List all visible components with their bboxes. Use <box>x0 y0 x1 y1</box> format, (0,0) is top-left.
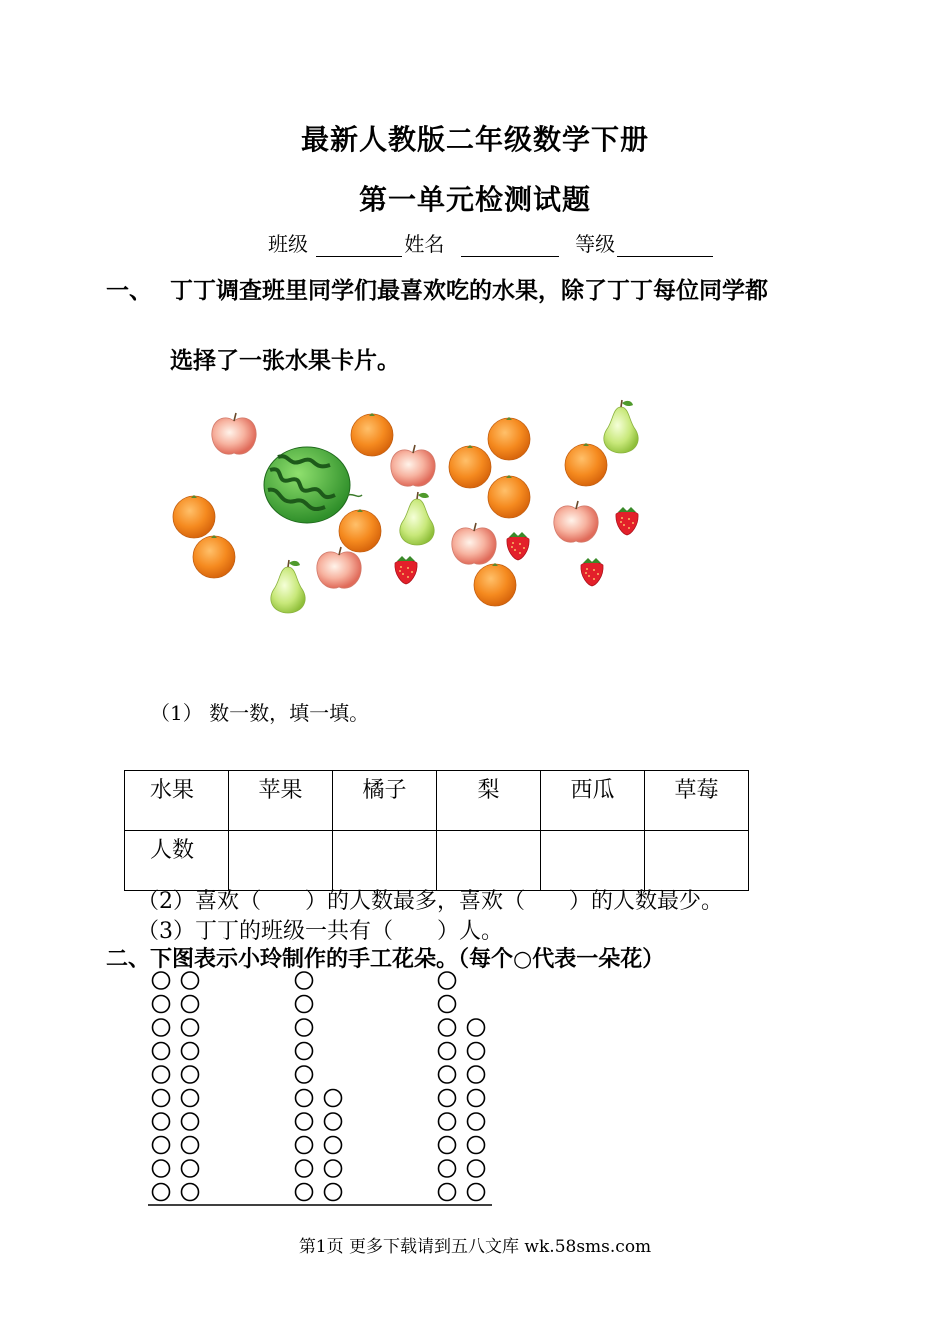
question-1-number: 一、 <box>106 277 152 304</box>
flower-circle <box>468 1113 485 1130</box>
flower-circle <box>153 1113 170 1130</box>
table-row <box>125 831 749 891</box>
grade-blank[interactable] <box>617 236 713 257</box>
flower-circle <box>468 1160 485 1177</box>
table-cell: 西瓜 <box>541 771 645 831</box>
name-label: 姓名 <box>404 232 445 256</box>
flower-circle <box>439 1090 456 1107</box>
answer-cell[interactable] <box>541 831 645 891</box>
page-footer: 第1页 更多下载请到五八文库 wk.58sms.com <box>298 1237 652 1257</box>
answer-cell[interactable] <box>229 831 333 891</box>
flower-pictograph <box>140 970 500 1212</box>
table-cell: 草莓 <box>645 771 749 831</box>
student-info-line <box>268 228 715 257</box>
flower-circle <box>296 1043 313 1060</box>
flower-circle <box>325 1160 342 1177</box>
grade-label: 等级 <box>575 232 616 256</box>
flower-circle <box>182 1043 199 1060</box>
flower-circle <box>153 1043 170 1060</box>
question-1-part-3: （3）丁丁的班级一共有（ ）人。 <box>137 919 503 944</box>
flower-circle <box>439 1113 456 1130</box>
flower-circle <box>468 1066 485 1083</box>
flower-circle <box>296 1019 313 1036</box>
flower-circle <box>296 1184 313 1201</box>
page-subtitle: 第一单元检测试题 <box>358 183 591 216</box>
strawberry-icon <box>395 507 638 586</box>
flower-circle <box>439 972 456 989</box>
flower-circle <box>439 1160 456 1177</box>
flower-circle <box>296 972 313 989</box>
flower-circle <box>153 1184 170 1201</box>
flower-circle <box>439 1066 456 1083</box>
flower-circle <box>182 972 199 989</box>
table-cell: 橘子 <box>333 771 437 831</box>
flower-circle <box>296 996 313 1013</box>
class-label: 班级 <box>268 232 308 256</box>
table-cell: 苹果 <box>229 771 333 831</box>
flower-circle <box>182 1090 199 1107</box>
flower-circle <box>296 1066 313 1083</box>
flower-circle <box>182 1019 199 1036</box>
flower-circle <box>153 1160 170 1177</box>
flower-circle <box>296 1090 313 1107</box>
flower-circle <box>439 1137 456 1154</box>
flower-circle <box>153 996 170 1013</box>
table-row <box>125 771 749 831</box>
flower-circle <box>325 1184 342 1201</box>
page-title: 最新人教版二年级数学下册 <box>300 123 649 156</box>
answer-cell[interactable] <box>437 831 541 891</box>
flower-circle <box>182 1160 199 1177</box>
question-1-part-2: （2）喜欢（ ）的人数最多，喜欢（ ）的人数最少。 <box>137 889 723 914</box>
flower-circle <box>439 1184 456 1201</box>
flower-circle <box>325 1090 342 1107</box>
question-1-text-line2: 选择了一张水果卡片。 <box>170 347 400 374</box>
table-cell: 水果 <box>125 771 229 831</box>
question-2-text: 二、下图表示小玲制作的手工花朵。（每个○代表一朵花） <box>106 946 665 972</box>
flower-circle <box>439 996 456 1013</box>
flower-circle <box>468 1019 485 1036</box>
flower-circle <box>182 996 199 1013</box>
flower-circle <box>296 1137 313 1154</box>
flower-circle <box>296 1160 313 1177</box>
flower-circle <box>468 1090 485 1107</box>
flower-circle <box>325 1137 342 1154</box>
flower-circle <box>182 1066 199 1083</box>
class-blank[interactable] <box>316 236 402 257</box>
flower-circle <box>182 1184 199 1201</box>
flower-circle <box>153 972 170 989</box>
flower-circle <box>439 1043 456 1060</box>
flower-circle <box>439 1019 456 1036</box>
flower-circle <box>153 1090 170 1107</box>
flower-circle <box>182 1113 199 1130</box>
answer-cell[interactable] <box>645 831 749 891</box>
flower-circle <box>153 1066 170 1083</box>
flower-circle <box>153 1019 170 1036</box>
flower-circle <box>468 1043 485 1060</box>
question-1-part-1: （1） 数一数，填一填。 <box>150 701 370 725</box>
fruit-picture <box>160 395 660 625</box>
flower-circle <box>182 1137 199 1154</box>
watermelon-icon <box>264 447 362 523</box>
table-cell: 梨 <box>437 771 541 831</box>
flower-circle <box>153 1137 170 1154</box>
table-cell: 人数 <box>125 831 229 891</box>
name-blank[interactable] <box>461 236 559 257</box>
flower-circle <box>468 1137 485 1154</box>
flower-circle <box>468 1184 485 1201</box>
question-1-text-line1: 丁丁调查班里同学们最喜欢吃的水果，除了丁丁每位同学都 <box>170 277 768 304</box>
flower-circle <box>296 1113 313 1130</box>
answer-cell[interactable] <box>333 831 437 891</box>
flower-circle <box>325 1113 342 1130</box>
fruit-count-table <box>124 770 749 891</box>
